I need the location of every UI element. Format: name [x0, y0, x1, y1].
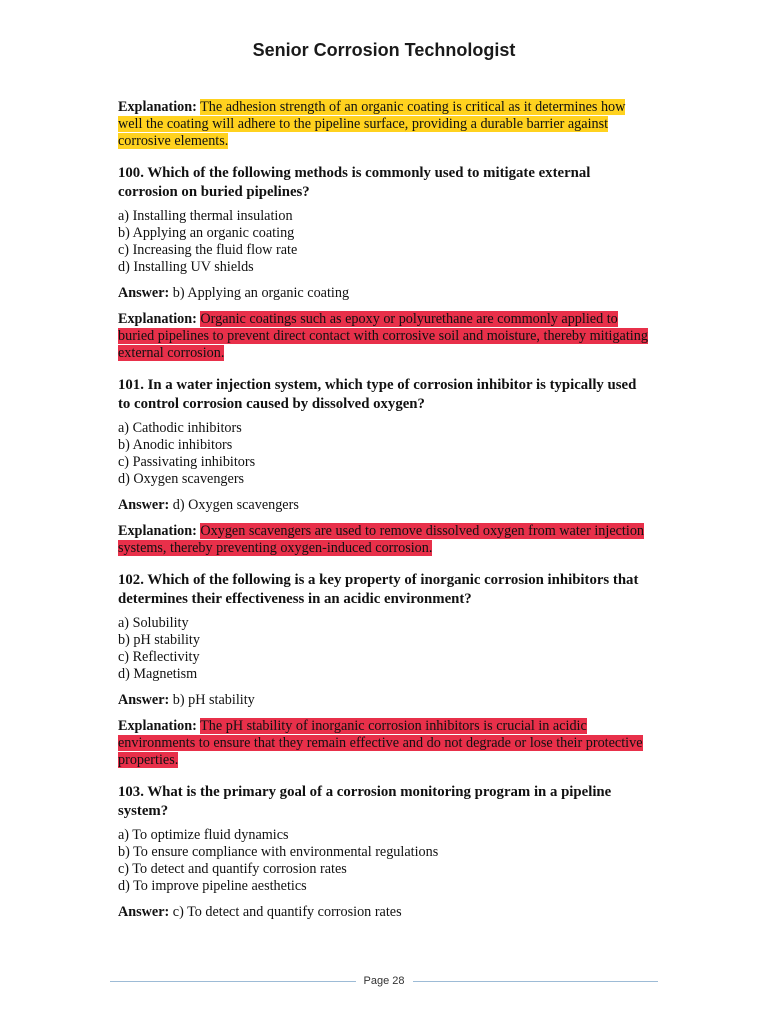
option-a: a) Installing thermal insulation: [118, 208, 293, 224]
explanation-label: Explanation:: [118, 99, 197, 115]
explanation-label: Explanation:: [118, 523, 197, 539]
explanation-label: Explanation:: [118, 718, 197, 734]
explanation-intro: [118, 99, 648, 150]
option-d: d) To improve pipeline aesthetics: [118, 878, 307, 894]
option-b: b) Applying an organic coating: [118, 225, 295, 241]
answer-label: Answer:: [118, 285, 170, 301]
options-100: [118, 208, 648, 276]
footer-rule-left: [110, 981, 356, 982]
explanation-text: The adhesion strength of an organic coating is critical as it determines how well the coating will adhere to the pipeline surface, providing a durable barrier against corrosive elements.: [118, 99, 626, 149]
answer-text: b) Applying an organic coating: [172, 285, 350, 301]
option-a: a) Cathodic inhibitors: [118, 420, 242, 436]
option-b: b) To ensure compliance with environmental regulations: [118, 844, 439, 860]
options-101: [118, 420, 648, 488]
answer-103: [118, 904, 648, 921]
explanation-text: Organic coatings such as epoxy or polyurethane are commonly applied to buried pipelines to prevent direct contact with corrosive soil and moisture, thereby mitigating external corrosion.: [118, 311, 648, 361]
answer-100: [118, 285, 648, 302]
explanation-label: Explanation:: [118, 311, 197, 327]
footer-rule-right: [413, 981, 659, 982]
option-b: b) pH stability: [118, 632, 200, 648]
option-c: c) Reflectivity: [118, 649, 200, 665]
option-a: a) Solubility: [118, 615, 189, 631]
question-103: 103. What is the primary goal of a corrosion monitoring program in a pipeline system?: [118, 784, 612, 819]
answer-label: Answer:: [118, 497, 170, 513]
question-100: 100. Which of the following methods is commonly used to mitigate external corrosion on buried pipelines?: [118, 165, 591, 200]
answer-label: Answer:: [118, 692, 170, 708]
page-content: [118, 99, 648, 930]
explanation-text: Oxygen scavengers are used to remove dissolved oxygen from water injection systems, thereby preventing oxygen-induced corrosion.: [118, 523, 645, 556]
option-d: d) Oxygen scavengers: [118, 471, 245, 487]
options-103: [118, 827, 648, 895]
page-footer: [110, 972, 658, 990]
question-102: 102. Which of the following is a key property of inorganic corrosion inhibitors that determines their effectiveness in an acidic environment?: [118, 572, 639, 607]
options-102: [118, 615, 648, 683]
explanation-102: [118, 718, 648, 769]
answer-text: b) pH stability: [172, 692, 255, 708]
option-c: c) Increasing the fluid flow rate: [118, 242, 298, 258]
option-c: c) Passivating inhibitors: [118, 454, 256, 470]
option-d: d) Magnetism: [118, 666, 198, 682]
answer-101: [118, 497, 648, 514]
explanation-100: [118, 311, 648, 362]
explanation-101: [118, 523, 648, 557]
answer-102: [118, 692, 648, 709]
answer-text: d) Oxygen scavengers: [172, 497, 299, 513]
option-c: c) To detect and quantify corrosion rates: [118, 861, 347, 877]
option-b: b) Anodic inhibitors: [118, 437, 233, 453]
page-title: Senior Corrosion Technologist: [252, 40, 516, 60]
option-a: a) To optimize fluid dynamics: [118, 827, 289, 843]
explanation-text: The pH stability of inorganic corrosion inhibitors is crucial in acidic environments to ensure that they remain effective and do not degrade or lose their protective properties.: [118, 718, 643, 768]
answer-text: c) To detect and quantify corrosion rates: [172, 904, 402, 920]
question-101: 101. In a water injection system, which type of corrosion inhibitor is typically used to control corrosion caused by dissolved oxygen?: [118, 377, 637, 412]
answer-label: Answer:: [118, 904, 170, 920]
option-d: d) Installing UV shields: [118, 259, 254, 275]
page-number: Page 28: [363, 975, 405, 987]
